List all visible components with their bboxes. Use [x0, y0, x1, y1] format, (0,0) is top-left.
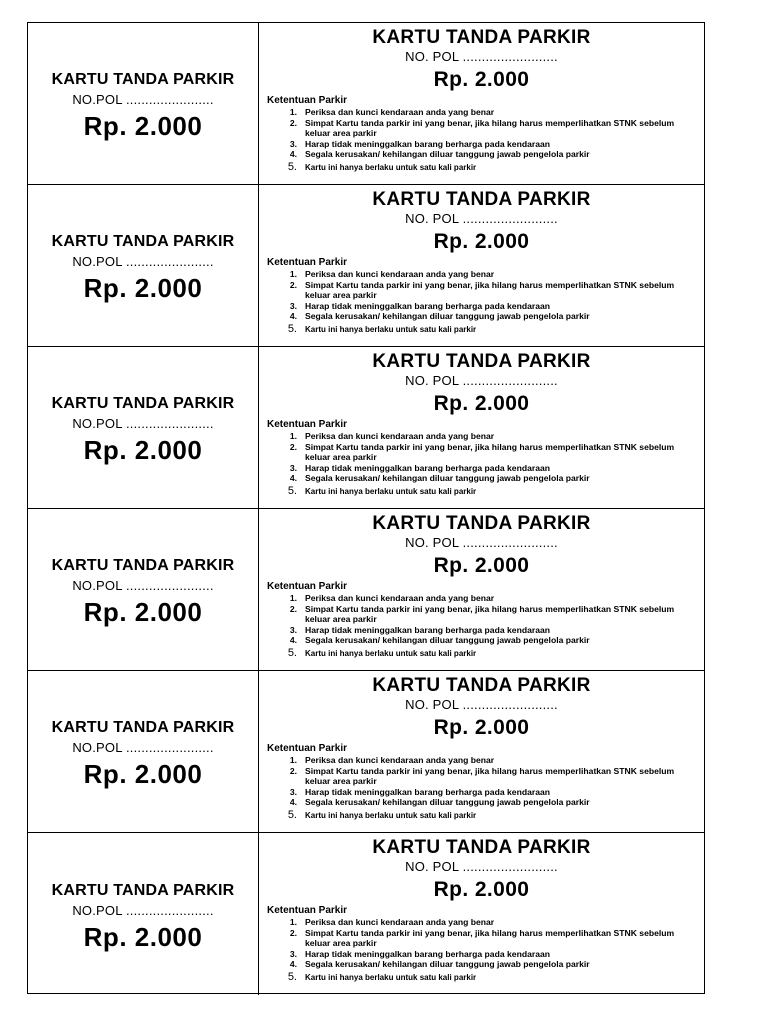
stub-title: KARTU TANDA PARKIR: [51, 71, 235, 88]
ticket-price: Rp. 2.000: [433, 230, 530, 253]
stub-price: Rp. 2.000: [83, 435, 203, 465]
ticket-plate-number-field: NO. POL .........................: [405, 49, 558, 64]
parking-ticket-row: [28, 509, 704, 671]
ticket-title: KARTU TANDA PARKIR: [372, 351, 591, 372]
rule-text: Harap tidak meninggalkan barang berharga pada kendaraan: [305, 786, 550, 797]
stub-title: KARTU TANDA PARKIR: [51, 395, 235, 412]
rule-text: Segala kerusakan/ kehilangan diluar tanggung jawab pengelola parkir: [305, 797, 590, 808]
rules-list: [267, 917, 696, 984]
parking-ticket-row: [28, 347, 704, 509]
rule-number: 1.: [289, 593, 297, 603]
rule-text: Periksa dan kunci kendaraan anda yang benar: [305, 593, 495, 603]
rule-text: Simpat Kartu tanda parkir ini yang benar, jika hilang harus memperlihatkan STNK sebelum keluar area parkir: [305, 117, 675, 139]
rules-list: [267, 755, 696, 822]
rule-item: [267, 118, 696, 139]
rule-text: Harap tidak meninggalkan barang berharga pada kendaraan: [305, 138, 550, 149]
rule-item: [267, 463, 696, 474]
ticket-title: KARTU TANDA PARKIR: [372, 27, 591, 48]
rules-heading: Ketentuan Parkir: [267, 257, 348, 268]
rule-number: 4.: [289, 635, 297, 646]
ticket-plate-number-field: NO. POL .........................: [405, 859, 558, 874]
ticket-price: Rp. 2.000: [433, 554, 530, 577]
rule-number: 5.: [287, 160, 297, 173]
rule-number: 3.: [289, 462, 297, 473]
ticket-title: KARTU TANDA PARKIR: [372, 513, 591, 534]
ticket-title: KARTU TANDA PARKIR: [372, 189, 591, 210]
rule-text: Harap tidak meninggalkan barang berharga pada kendaraan: [305, 624, 550, 635]
rule-text: Kartu ini hanya berlaku untuk satu kali parkir: [305, 324, 477, 334]
rule-item: [267, 959, 696, 970]
rule-text: Segala kerusakan/ kehilangan diluar tanggung jawab pengelola parkir: [305, 473, 590, 484]
rules-heading: Ketentuan Parkir: [267, 905, 348, 916]
rule-number: 5.: [287, 970, 297, 983]
ticket-title: KARTU TANDA PARKIR: [372, 837, 591, 858]
rule-number: 5.: [287, 646, 297, 659]
rule-number: 3.: [289, 624, 297, 635]
ticket-plate-number-field: NO. POL .........................: [405, 211, 558, 226]
rule-number: 5.: [287, 322, 297, 335]
rule-item: [267, 442, 696, 463]
rule-text: Simpat Kartu tanda parkir ini yang benar, jika hilang harus memperlihatkan STNK sebelum keluar area parkir: [305, 603, 675, 625]
rules-list: [267, 107, 696, 174]
rule-item: [267, 604, 696, 625]
ticket-stub: [28, 509, 259, 670]
rule-number: 4.: [289, 959, 297, 970]
rule-item: [267, 301, 696, 312]
rule-number: 1.: [289, 755, 297, 765]
rule-text: Segala kerusakan/ kehilangan diluar tanggung jawab pengelola parkir: [305, 149, 590, 160]
stub-price: Rp. 2.000: [83, 597, 203, 627]
ticket-main: [259, 185, 704, 346]
rule-number: 2.: [289, 279, 297, 290]
rule-text: Kartu ini hanya berlaku untuk satu kali parkir: [305, 972, 477, 982]
rule-item: [267, 311, 696, 322]
rule-item: [267, 787, 696, 798]
rule-text: Periksa dan kunci kendaraan anda yang benar: [305, 755, 495, 765]
rule-item: [267, 635, 696, 646]
rule-text: Harap tidak meninggalkan barang berharga pada kendaraan: [305, 300, 550, 311]
ticket-main: [259, 833, 704, 995]
ticket-stub: [28, 833, 259, 995]
rule-number: 1.: [289, 917, 297, 927]
rule-number: 3.: [289, 786, 297, 797]
rule-number: 5.: [287, 808, 297, 821]
stub-price: Rp. 2.000: [83, 273, 203, 303]
rules-list: [267, 269, 696, 336]
rule-item: [267, 486, 696, 498]
rule-item: [267, 917, 696, 928]
rule-text: Periksa dan kunci kendaraan anda yang benar: [305, 917, 495, 927]
rule-text: Segala kerusakan/ kehilangan diluar tanggung jawab pengelola parkir: [305, 959, 590, 970]
stub-plate-number-field: NO.POL .......................: [72, 92, 214, 107]
rule-number: 4.: [289, 797, 297, 808]
rule-item: [267, 149, 696, 160]
stub-plate-number-field: NO.POL .......................: [72, 740, 214, 755]
parking-ticket-row: [28, 671, 704, 833]
rule-text: Kartu ini hanya berlaku untuk satu kali parkir: [305, 648, 477, 658]
parking-ticket-sheet: [27, 22, 705, 994]
rules-list: [267, 593, 696, 660]
rule-text: Kartu ini hanya berlaku untuk satu kali parkir: [305, 486, 477, 496]
rule-number: 3.: [289, 138, 297, 149]
ticket-price: Rp. 2.000: [433, 68, 530, 91]
rule-number: 2.: [289, 441, 297, 452]
rule-number: 1.: [289, 107, 297, 117]
ticket-plate-number-field: NO. POL .........................: [405, 697, 558, 712]
rule-number: 3.: [289, 300, 297, 311]
stub-plate-number-field: NO.POL .......................: [72, 578, 214, 593]
rules-list: [267, 431, 696, 498]
rule-text: Kartu ini hanya berlaku untuk satu kali parkir: [305, 810, 477, 820]
rule-item: [267, 431, 696, 442]
rule-item: [267, 324, 696, 336]
rule-item: [267, 269, 696, 280]
stub-plate-number-field: NO.POL .......................: [72, 254, 214, 269]
rule-item: [267, 625, 696, 636]
rule-text: Simpat Kartu tanda parkir ini yang benar, jika hilang harus memperlihatkan STNK sebelum keluar area parkir: [305, 441, 675, 463]
rule-item: [267, 162, 696, 174]
rule-text: Simpat Kartu tanda parkir ini yang benar, jika hilang harus memperlihatkan STNK sebelum keluar area parkir: [305, 927, 675, 949]
rule-item: [267, 972, 696, 984]
parking-ticket-row: [28, 185, 704, 347]
rule-text: Segala kerusakan/ kehilangan diluar tanggung jawab pengelola parkir: [305, 635, 590, 646]
ticket-main: [259, 671, 704, 832]
rule-item: [267, 810, 696, 822]
rules-heading: Ketentuan Parkir: [267, 581, 348, 592]
rule-number: 1.: [289, 431, 297, 441]
rule-number: 4.: [289, 473, 297, 484]
rule-number: 2.: [289, 603, 297, 614]
rule-number: 2.: [289, 765, 297, 776]
stub-title: KARTU TANDA PARKIR: [51, 233, 235, 250]
stub-plate-number-field: NO.POL .......................: [72, 416, 214, 431]
ticket-stub: [28, 671, 259, 832]
rule-number: 5.: [287, 484, 297, 497]
rule-text: Segala kerusakan/ kehilangan diluar tanggung jawab pengelola parkir: [305, 311, 590, 322]
ticket-stub: [28, 185, 259, 346]
rules-heading: Ketentuan Parkir: [267, 95, 348, 106]
rule-item: [267, 473, 696, 484]
rule-item: [267, 949, 696, 960]
ticket-plate-number-field: NO. POL .........................: [405, 373, 558, 388]
stub-price: Rp. 2.000: [83, 111, 203, 141]
rule-item: [267, 280, 696, 301]
rule-number: 2.: [289, 117, 297, 128]
rule-text: Harap tidak meninggalkan barang berharga pada kendaraan: [305, 948, 550, 959]
rule-number: 2.: [289, 927, 297, 938]
stub-title: KARTU TANDA PARKIR: [51, 557, 235, 574]
rule-text: Periksa dan kunci kendaraan anda yang benar: [305, 269, 495, 279]
ticket-stub: [28, 347, 259, 508]
ticket-price: Rp. 2.000: [433, 392, 530, 415]
ticket-price: Rp. 2.000: [433, 716, 530, 739]
rule-item: [267, 107, 696, 118]
rule-text: Harap tidak meninggalkan barang berharga pada kendaraan: [305, 462, 550, 473]
rule-text: Simpat Kartu tanda parkir ini yang benar, jika hilang harus memperlihatkan STNK sebelum keluar area parkir: [305, 279, 675, 301]
ticket-stub: [28, 23, 259, 184]
ticket-title: KARTU TANDA PARKIR: [372, 675, 591, 696]
rule-number: 4.: [289, 311, 297, 322]
rule-item: [267, 139, 696, 150]
rules-heading: Ketentuan Parkir: [267, 743, 348, 754]
stub-title: KARTU TANDA PARKIR: [51, 881, 235, 899]
rule-item: [267, 928, 696, 949]
rule-number: 1.: [289, 269, 297, 279]
ticket-main: [259, 23, 704, 184]
rule-text: Periksa dan kunci kendaraan anda yang benar: [305, 107, 495, 117]
parking-ticket-row: [28, 833, 704, 995]
ticket-plate-number-field: NO. POL .........................: [405, 535, 558, 550]
stub-price: Rp. 2.000: [83, 759, 203, 789]
rule-text: Kartu ini hanya berlaku untuk satu kali parkir: [305, 162, 477, 172]
stub-price: Rp. 2.000: [83, 921, 203, 952]
rule-number: 4.: [289, 149, 297, 160]
ticket-price: Rp. 2.000: [433, 878, 530, 901]
rules-heading: Ketentuan Parkir: [267, 419, 348, 430]
ticket-main: [259, 509, 704, 670]
rule-item: [267, 648, 696, 660]
rule-text: Simpat Kartu tanda parkir ini yang benar, jika hilang harus memperlihatkan STNK sebelum keluar area parkir: [305, 765, 675, 787]
stub-plate-number-field: NO.POL .......................: [72, 902, 214, 918]
stub-title: KARTU TANDA PARKIR: [51, 719, 235, 736]
parking-ticket-row: [28, 23, 704, 185]
rule-item: [267, 797, 696, 808]
rule-text: Periksa dan kunci kendaraan anda yang benar: [305, 431, 495, 441]
rule-item: [267, 593, 696, 604]
rule-number: 3.: [289, 948, 297, 959]
rule-item: [267, 766, 696, 787]
rule-item: [267, 755, 696, 766]
ticket-main: [259, 347, 704, 508]
